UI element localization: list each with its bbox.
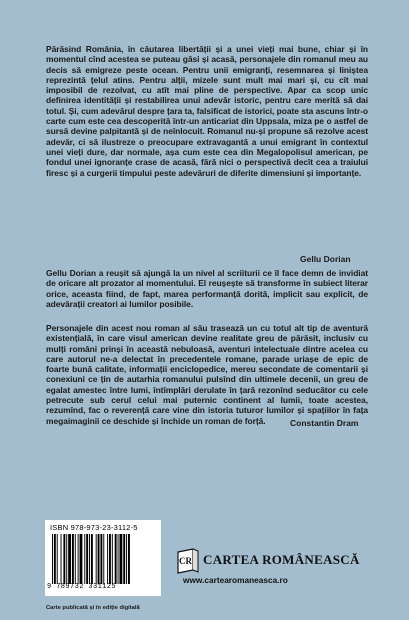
publisher-logo-letters: CR [179, 556, 192, 566]
barcode-bar [78, 534, 79, 584]
barcode-bar [119, 534, 122, 584]
barcode-bar [89, 534, 90, 584]
barcode-bar [63, 534, 65, 584]
isbn-label: ISBN 978-973-23-3112-5 [50, 523, 138, 532]
barcode-bar [100, 534, 102, 584]
barcode-bar [115, 534, 117, 584]
publisher-url[interactable]: www.cartearomaneasca.ro [183, 575, 288, 585]
barcode-bar [84, 534, 85, 584]
barcode-bar [68, 534, 71, 584]
barcode-bar [98, 534, 100, 584]
barcode-bar [52, 534, 53, 584]
barcode-bar [118, 534, 119, 584]
barcode-bar [57, 534, 58, 584]
barcode-bar [80, 534, 83, 584]
barcode-bar [109, 534, 111, 584]
author-blurb: Părăsind România, în căutarea libertății și a unei vieți mai bune, chiar și în momentul cînd acestea se puteau găsi și acasă, personajele din romanul meu au decis să emigreze peste ocean. Pentru unii emigranți, resemnarea și liniștea reprezintă țelul atins. Pentru alții, mizele sunt mult mai mari și, cu cît mai imposibil de rezolvat, cu atît mai pline de perspective. Apar ca scop unic definirea identității și restabilirea unui adevăr istoric, pentru care merită să dai totul. Și, cum adevărul despre țara ta, falsificat de istorici, poate sta ascuns într-o carte cum este cea descoperită într-un anticariat din Uppsala, miza pe o astfel de sursă devine palpitantă și de neînlocuit. Romanul nu-și propune să rezolve acest adevăr, ci să ilustreze o preocupare extravagantă a unui emigrant în contextul unei vieți dure, dar normale, așa cum este cea din Megalopolisul american, pe fondul unei ignoranțe crase de acasă, fără nici o perspectivă decît cea a traiului firesc și a curgerii timpului peste adevăruri de diferite dimensiuni și importanțe. [46, 44, 368, 178]
barcode-bar [128, 534, 130, 584]
barcode-bar [126, 534, 127, 584]
publisher-name: CARTEA ROMÂNEASCĂ [203, 552, 360, 567]
review-paragraph-2: Personajele din acest nou roman al său trasează un cu totul alt tip de aventură existențială, în care visul american devine realitate greu de părăsit, inclusiv cu mulți români prinși în această nebuloasă, aventuri intelectuale dintre acelea cu care autorul ne-a delectat în precedentele romane, parade uriașe de epic de foarte bună calitate, informații enciclopedice, mereu secondate de comentarii și conexiuni ce țin de autarhia romanului pulsînd din ultimele decenii, un greu de egalat amestec între lumi, întîmplări derulate în țară rezonînd seducător cu cele petrecute sub cerul celui mai puternic continent al lumii, toate acestea, rezumînd, fac o reverență care vine din istoria tuturor lumilor și spațiilor în fața megaimaginii ce deschide și închide un roman de forță. [46, 323, 368, 426]
barcode-bar [107, 534, 108, 584]
barcode-bar [66, 534, 67, 584]
barcode-bar [123, 534, 125, 584]
barcode-bar [86, 534, 88, 584]
digital-edition-note: Carte publicată și în ediție digitală [46, 605, 140, 611]
barcode-bar [61, 534, 62, 584]
barcode-bar [112, 534, 113, 584]
barcode [50, 534, 156, 584]
barcode-digits: 9 789732 331125 [47, 583, 117, 591]
barcode-bar [72, 534, 74, 584]
barcode-bar [91, 534, 93, 584]
barcode-bar [54, 534, 56, 584]
isbn-barcode-box [45, 520, 161, 596]
publisher-logo-icon [175, 548, 201, 574]
barcode-bar [75, 534, 76, 584]
reviewer-signature: Constantin Dram [290, 418, 359, 428]
barcode-bar [103, 534, 104, 584]
author-signature: Gellu Dorian [300, 254, 351, 264]
review-paragraph-1: Gellu Dorian a reușit să ajungă la un nivel al scriiturii ce îl face demn de invidiat de oricare alt prozator al momentului. El reușește să transforme în subiect literar orice, aceasta fiind, de fapt, marea performanță dorită, implicit sau explicit, de adevărații creatori ai lumilor posibile. [46, 268, 368, 309]
barcode-bar [96, 534, 97, 584]
